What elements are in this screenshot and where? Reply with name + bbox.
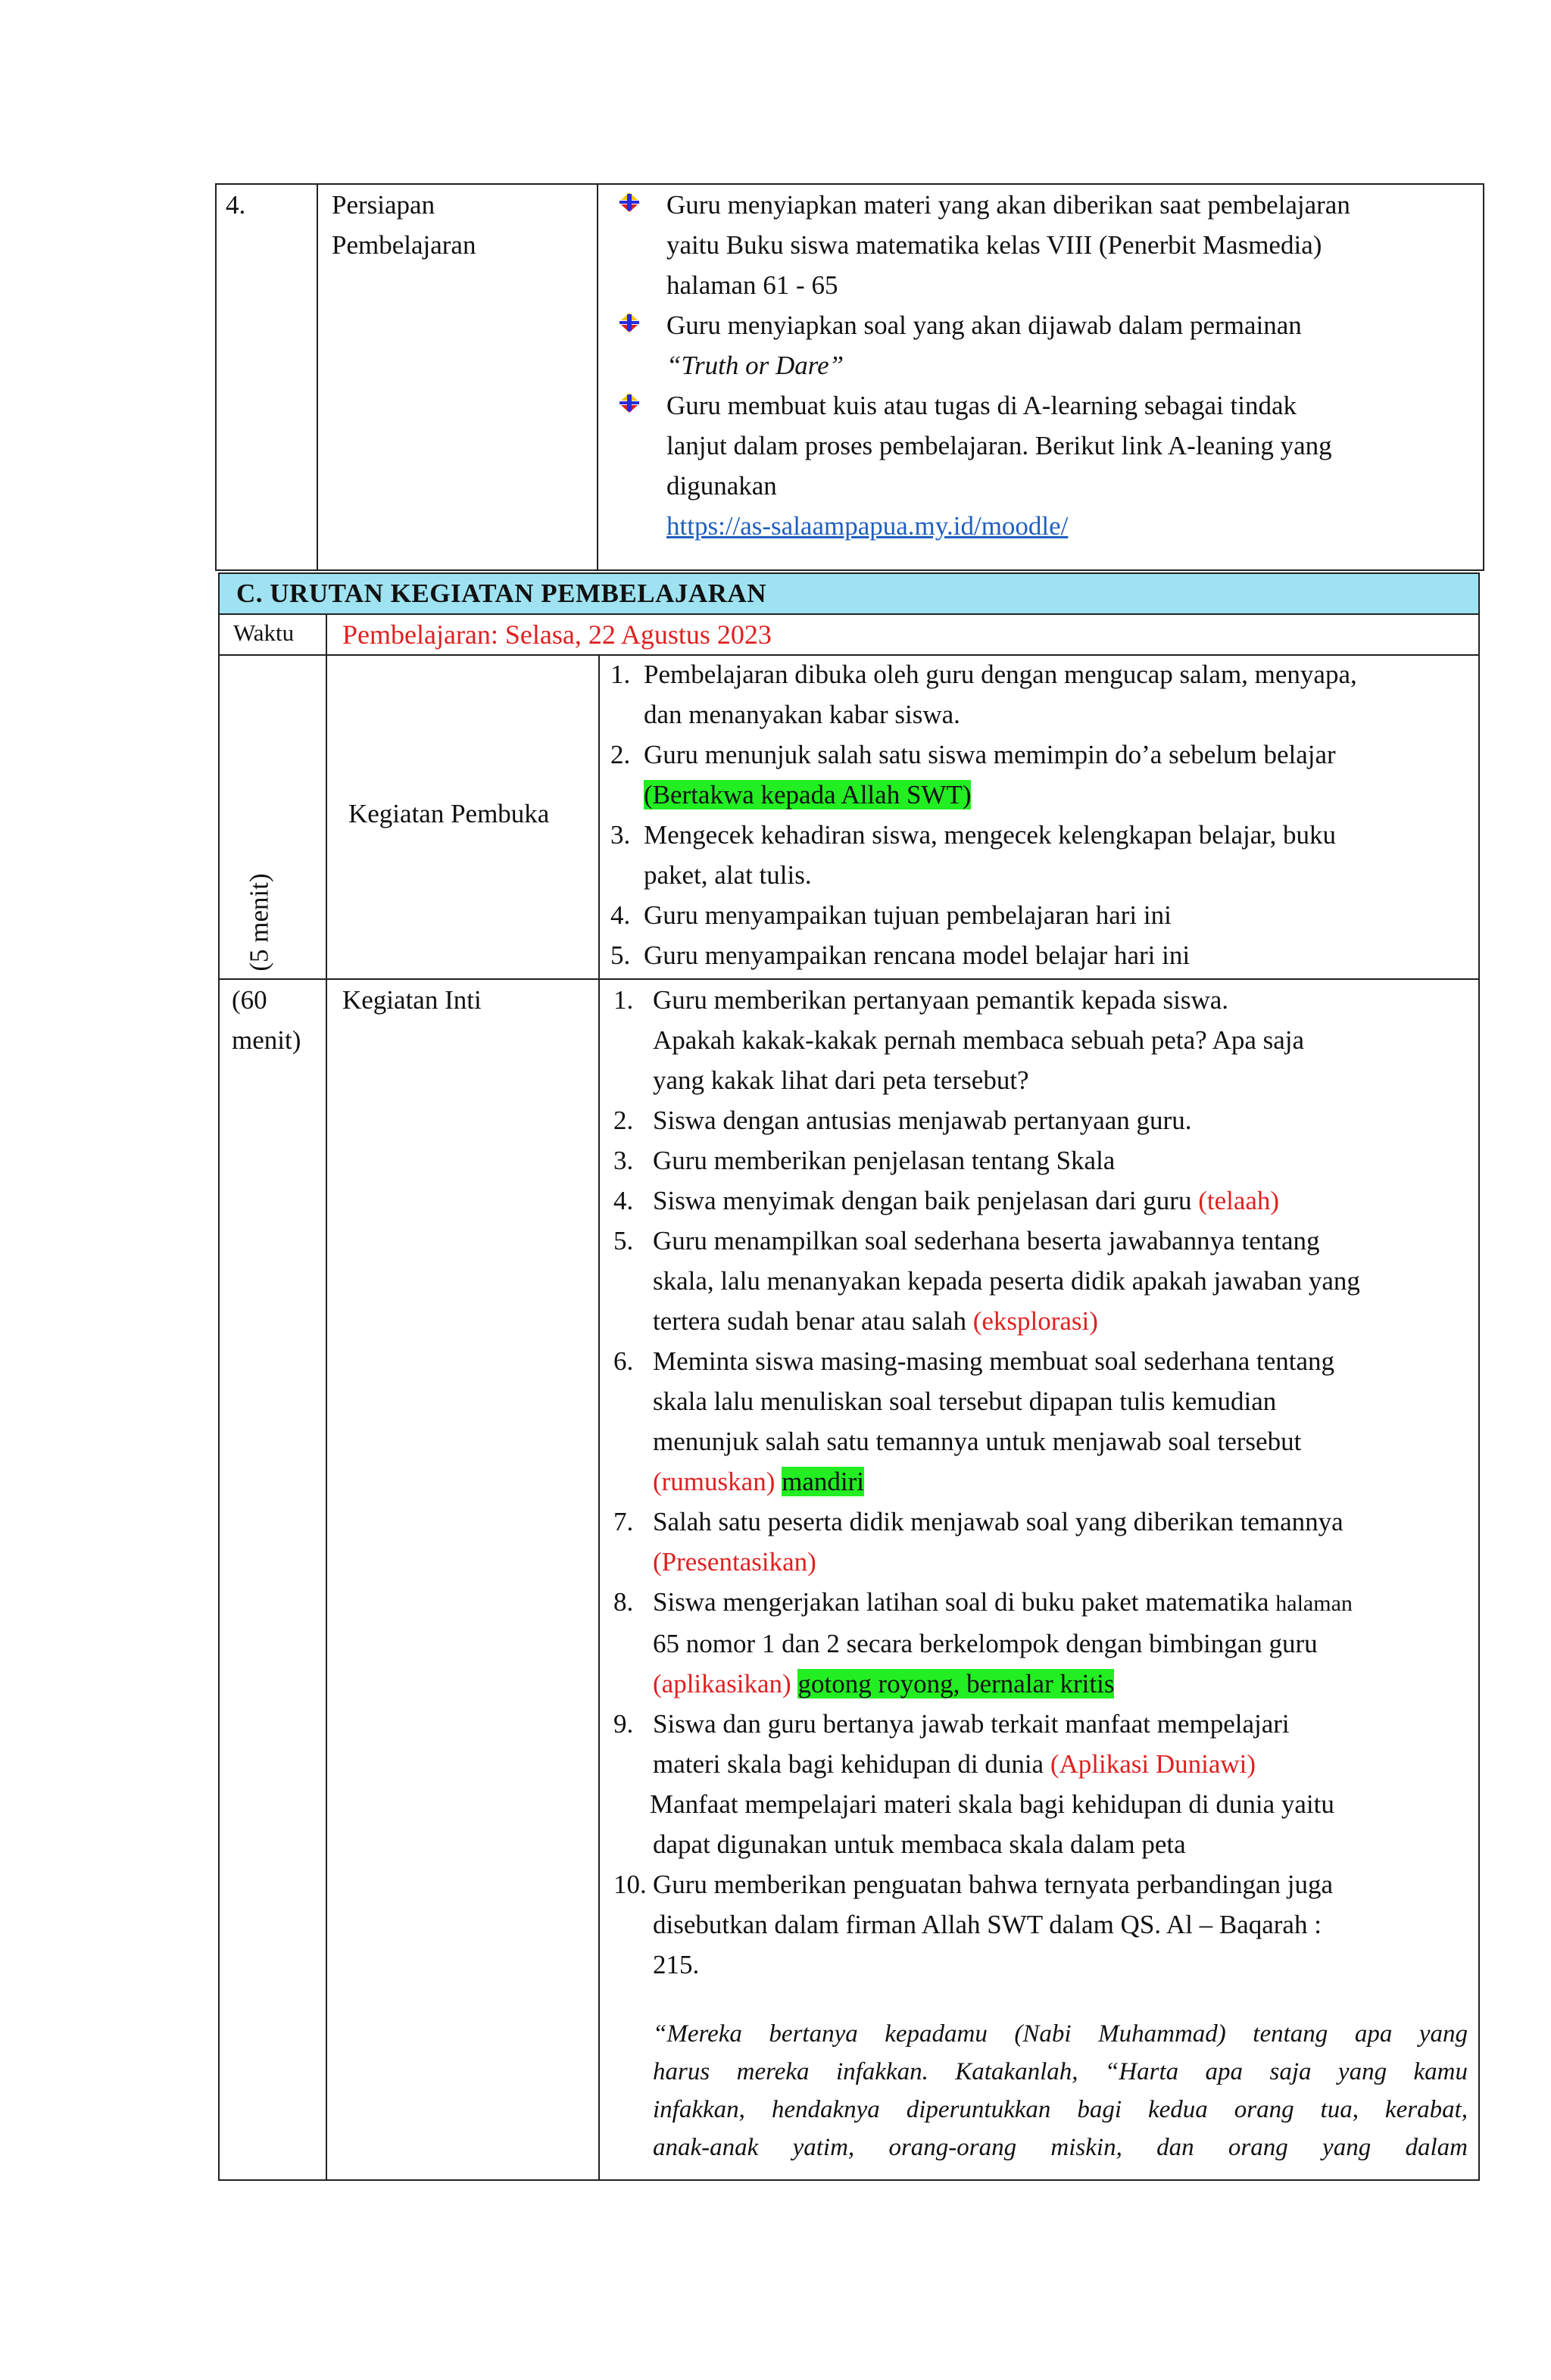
item-number: 9. (613, 1709, 634, 1739)
bullet-line: Guru menyiapkan materi yang akan diberikan saat pembelajaran (666, 190, 1350, 220)
item-line: Meminta siswa masing-masing membuat soal sederhana tentang (653, 1346, 1335, 1376)
list-item (613, 1100, 1468, 1140)
item-line: paket, alat tulis. (644, 860, 812, 890)
item-line: Mengecek kehadiran siswa, mengecek kelengkapan belajar, buku (644, 820, 1337, 850)
item-text: materi skala bagi kehidupan di dunia (653, 1749, 1044, 1779)
item-line: dan menanyakan kabar siswa. (644, 700, 960, 729)
character-highlight: mandiri (782, 1467, 864, 1496)
item-text-small: halaman (1275, 1591, 1353, 1616)
item-line: Pembelajaran dibuka oleh guru dengan mengucap salam, menyapa, (644, 660, 1357, 689)
bullet-line: Guru membuat kuis atau tugas di A-learning sebagai tindak (666, 391, 1297, 420)
persiapan-table (215, 183, 1484, 571)
list-item (610, 654, 1468, 735)
list-item (613, 1140, 1468, 1181)
item-line: Guru menampilkan soal sederhana beserta jawabannya tentang (653, 1226, 1320, 1256)
list-item (610, 815, 1468, 895)
item-number: 2. (613, 1106, 634, 1135)
bullet-item (598, 305, 1469, 385)
list-item (613, 1341, 1468, 1502)
row-label-line: Persiapan (332, 190, 435, 220)
item-number: 3. (610, 820, 631, 850)
item-number: 6. (613, 1346, 634, 1376)
item-number: 7. (613, 1507, 634, 1536)
item-line: Guru memberikan penjelasan tentang Skala (653, 1146, 1116, 1175)
item-line: Guru memberikan penguatan bahwa ternyata perbandingan juga (653, 1870, 1333, 1899)
character-highlight: (Bertakwa kepada Allah SWT) (644, 780, 972, 809)
column-divider (317, 185, 318, 569)
item-line: Siswa dan guru bertanya jawab terkait manfaat mempelajari (653, 1709, 1290, 1739)
quote-line: “Mereka bertanya kepadamu (Nabi Muhammad) tentang apa yang (653, 2020, 1468, 2048)
item-line: menunjuk salah satu temannya untuk menjawab soal tersebut (653, 1427, 1302, 1456)
column-divider (598, 654, 600, 2179)
item-line: 65 nomor 1 dan 2 secara berkelompok dengan bimbingan guru (653, 1629, 1318, 1658)
pembuka-time: (5 menit) (244, 873, 274, 972)
item-number: 1. (610, 660, 631, 689)
moodle-link[interactable]: https://as-salaampapua.my.id/moodle/ (666, 511, 1069, 541)
activity-tag: (rumuskan) (653, 1467, 776, 1496)
item-line: Guru menyampaikan rencana model belajar hari ini (644, 940, 1191, 970)
item-text: Siswa mengerjakan latihan soal di buku paket matematika (653, 1587, 1269, 1617)
bullet-line: halaman 61 - 65 (666, 270, 838, 300)
item-line: Siswa dengan antusias menjawab pertanyaan guru. (653, 1106, 1192, 1135)
item-line: Guru menyampaikan tujuan pembelajaran hari ini (644, 900, 1172, 930)
bullet-line: yaitu Buku siswa matematika kelas VIII (Penerbit Masmedia) (666, 230, 1322, 260)
list-item (610, 735, 1468, 815)
item-line: disebutkan dalam firman Allah SWT dalam QS. Al – Baqarah : (653, 1910, 1322, 1939)
item-number: 3. (613, 1146, 634, 1175)
inti-list (613, 980, 1468, 2166)
list-item (613, 1502, 1468, 1582)
arrow-bullet-icon (618, 311, 641, 334)
item-line: 215. (653, 1950, 700, 1979)
activity-tag: (eksplorasi) (972, 1306, 1098, 1336)
row-number: 4. (226, 190, 246, 220)
item-line: Apakah kakak-kakak pernah membaca sebuah peta? Apa saja (653, 1025, 1305, 1055)
bullet-item (598, 185, 1469, 305)
item-line: Manfaat mempelajari materi skala bagi kehidupan di dunia yaitu (650, 1789, 1334, 1819)
list-item (613, 1864, 1468, 1985)
item-line: Guru menunjuk salah satu siswa memimpin do’a sebelum belajar (644, 740, 1336, 769)
item-text: Siswa menyimak dengan baik penjelasan dari guru (653, 1186, 1192, 1215)
bullet-line-italic: “Truth or Dare” (666, 351, 844, 380)
list-item (613, 980, 1468, 1100)
row-divider (220, 613, 1478, 615)
item-line: Salah satu peserta didik menjawab soal yang diberikan temannya (653, 1507, 1343, 1536)
bullet-item (598, 385, 1469, 546)
arrow-bullet-icon (618, 191, 641, 214)
item-line: skala, lalu menanyakan kepada peserta didik apakah jawaban yang (653, 1266, 1360, 1296)
section-header: C. URUTAN KEGIATAN PEMBELAJARAN (220, 574, 1478, 613)
pembuka-label: Kegiatan Pembuka (348, 799, 550, 828)
persiapan-bullets (598, 185, 1469, 546)
list-item (613, 1181, 1468, 1221)
quote-line: anak-anak yatim, orang-orang miskin, dan orang yang dalam (653, 2134, 1468, 2161)
column-divider (326, 613, 327, 2179)
lesson-date: Pembelajaran: Selasa, 22 Agustus 2023 (342, 619, 772, 650)
inti-label: Kegiatan Inti (342, 985, 482, 1015)
item-line: Guru memberikan pertanyaan pemantik kepada siswa. (653, 985, 1229, 1015)
list-item (610, 895, 1468, 935)
item-line: yang kakak lihat dari peta tersebut? (653, 1065, 1029, 1095)
activity-tag: (aplikasikan) (653, 1669, 791, 1698)
inti-time (232, 980, 301, 1060)
character-highlight: gotong royong, bernalar kritis (797, 1669, 1115, 1698)
pembuka-list (610, 654, 1468, 975)
quote-line: infakkan, hendaknya diperuntukkan bagi kedua orang tua, kerabat, (653, 2096, 1468, 2123)
item-number: 5. (610, 940, 631, 970)
list-item (613, 1221, 1468, 1341)
bullet-line: Guru menyiapkan soal yang akan dijawab dalam permainan (666, 310, 1302, 340)
item-number: 2. (610, 740, 631, 769)
item-text: tertera sudah benar atau salah (653, 1306, 966, 1336)
activity-tag: (Presentasikan) (653, 1547, 816, 1577)
inti-time-line: menit) (232, 1025, 301, 1055)
item-line: skala lalu menuliskan soal tersebut dipapan tulis kemudian (653, 1387, 1277, 1416)
list-item (613, 1582, 1468, 1704)
item-number: 4. (610, 900, 631, 930)
activity-tag: (Aplikasi Duniawi) (1050, 1749, 1256, 1779)
arrow-bullet-icon (618, 391, 641, 414)
item-line: dapat digunakan untuk membaca skala dalam peta (653, 1829, 1186, 1859)
bullet-line: lanjut dalam proses pembelajaran. Berikut link A-leaning yang (666, 431, 1332, 460)
activity-tag: (telaah) (1198, 1186, 1280, 1215)
lesson-sequence-table (218, 572, 1480, 2181)
list-item (613, 1704, 1468, 1864)
item-number: 5. (613, 1226, 634, 1256)
row-label (332, 185, 476, 265)
item-number: 10. (613, 1870, 647, 1899)
list-item (610, 935, 1468, 975)
inti-time-line: (60 (232, 985, 267, 1015)
item-number: 1. (613, 985, 634, 1015)
item-number: 8. (613, 1587, 634, 1617)
quote-line: harus mereka infakkan. Katakanlah, “Harta apa saja yang kamu (653, 2058, 1468, 2085)
row-label-line: Pembelajaran (332, 230, 476, 260)
bullet-line: digunakan (666, 471, 777, 501)
quran-quote (613, 2015, 1468, 2166)
waktu-label: Waktu (233, 619, 295, 646)
item-number: 4. (613, 1186, 634, 1215)
